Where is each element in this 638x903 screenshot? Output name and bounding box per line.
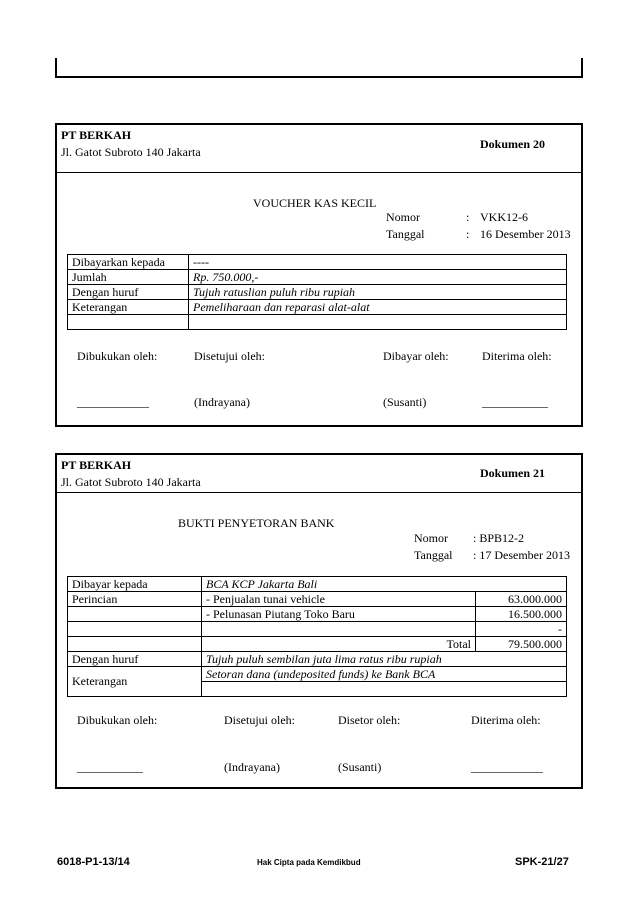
row-value <box>202 682 567 697</box>
row-label <box>68 607 202 622</box>
tanggal-label: Tanggal <box>386 227 425 241</box>
item-amount: 16.500.000 <box>476 607 567 622</box>
table-row <box>68 300 567 315</box>
footer-copyright: Hak Cipta pada Kemdikbud <box>257 858 361 867</box>
row-value <box>189 315 567 330</box>
diterima-signature: ___________ <box>482 395 548 409</box>
table-row <box>68 285 567 300</box>
company-address: Jl. Gatot Subroto 140 Jakarta <box>61 145 201 159</box>
item-amount: - <box>476 622 567 637</box>
row-value: ---- <box>189 255 567 270</box>
table-row <box>68 667 567 682</box>
footer-code: 6018-P1-13/14 <box>57 856 130 868</box>
row-value: Rp. 750.000,- <box>189 270 567 285</box>
row-label: Dibayar kepada <box>68 577 202 592</box>
dibukukan-label: Dibukukan oleh: <box>77 349 158 363</box>
deposit-detail-table <box>67 576 567 697</box>
nomor-separator: : <box>466 210 470 224</box>
row-value: BCA KCP Jakarta Bali <box>202 577 567 592</box>
row-label: Dengan huruf <box>68 285 189 300</box>
row-label: Perincian <box>68 592 202 607</box>
nomor-label: Nomor <box>386 210 420 224</box>
row-label <box>68 622 202 637</box>
item-description <box>202 622 476 637</box>
row-label: Dibayarkan kepada <box>68 255 189 270</box>
total-label: Total <box>202 637 476 652</box>
nomor-label: Nomor <box>414 531 448 545</box>
table-row <box>68 607 567 622</box>
row-label <box>68 315 189 330</box>
table-row <box>68 652 567 667</box>
table-row <box>68 622 567 637</box>
disetor-label: Disetor oleh: <box>338 713 401 727</box>
diterima-label: Diterima oleh: <box>482 349 552 363</box>
row-value: Tujuh ratuslian puluh ribu rupiah <box>189 285 567 300</box>
dibukukan-signature: ___________ <box>77 760 143 774</box>
dibukukan-signature: ____________ <box>77 395 149 409</box>
dibayar-name: (Susanti) <box>383 395 427 409</box>
table-row <box>68 637 567 652</box>
item-description: - Pelunasan Piutang Toko Baru <box>202 607 476 622</box>
total-value: 79.500.000 <box>476 637 567 652</box>
row-label <box>68 637 202 652</box>
row-value: Tujuh puluh sembilan juta lima ratus ribu rupiah <box>202 652 567 667</box>
row-value: Pemeliharaan dan reparasi alat-alat <box>189 300 567 315</box>
row-label: Jumlah <box>68 270 189 285</box>
dibayar-label: Dibayar oleh: <box>383 349 449 363</box>
table-row <box>68 255 567 270</box>
row-value: Setoran dana (undeposited funds) ke Bank BCA <box>202 667 567 682</box>
row-label: Dengan huruf <box>68 652 202 667</box>
diterima-label: Diterima oleh: <box>471 713 541 727</box>
table-row <box>68 270 567 285</box>
disetujui-name: (Indrayana) <box>224 760 280 774</box>
tanggal-separator: : <box>466 227 470 241</box>
header-divider <box>56 492 582 493</box>
company-name: PT BERKAH <box>61 128 132 142</box>
diterima-signature: ____________ <box>471 760 543 774</box>
table-row <box>68 315 567 330</box>
company-name: PT BERKAH <box>61 458 132 472</box>
document-label: Dokumen 20 <box>480 137 546 151</box>
table-row <box>68 592 567 607</box>
footer-page: SPK-21/27 <box>515 856 569 868</box>
header-divider <box>56 172 582 173</box>
disetujui-label: Disetujui oleh: <box>194 349 265 363</box>
tanggal-value: 16 Desember 2013 <box>480 227 571 241</box>
disetujui-label: Disetujui oleh: <box>224 713 295 727</box>
item-amount: 63.000.000 <box>476 592 567 607</box>
item-description: - Penjualan tunai vehicle <box>202 592 476 607</box>
nomor-value: VKK12-6 <box>480 210 528 224</box>
company-address: Jl. Gatot Subroto 140 Jakarta <box>61 475 201 489</box>
voucher-detail-table <box>67 254 567 330</box>
deposit-title: BUKTI PENYETORAN BANK <box>178 516 335 530</box>
top-frame-fragment <box>55 58 583 78</box>
row-label: Keterangan <box>68 300 189 315</box>
document-label: Dokumen 21 <box>480 466 546 480</box>
disetujui-name: (Indrayana) <box>194 395 250 409</box>
table-row <box>68 577 567 592</box>
nomor-value: : BPB12-2 <box>473 531 525 545</box>
tanggal-label: Tanggal <box>414 548 453 562</box>
tanggal-value: : 17 Desember 2013 <box>473 548 570 562</box>
row-label: Keterangan <box>68 667 202 697</box>
dibukukan-label: Dibukukan oleh: <box>77 713 158 727</box>
disetor-name: (Susanti) <box>338 760 382 774</box>
voucher-title: VOUCHER KAS KECIL <box>253 196 377 210</box>
